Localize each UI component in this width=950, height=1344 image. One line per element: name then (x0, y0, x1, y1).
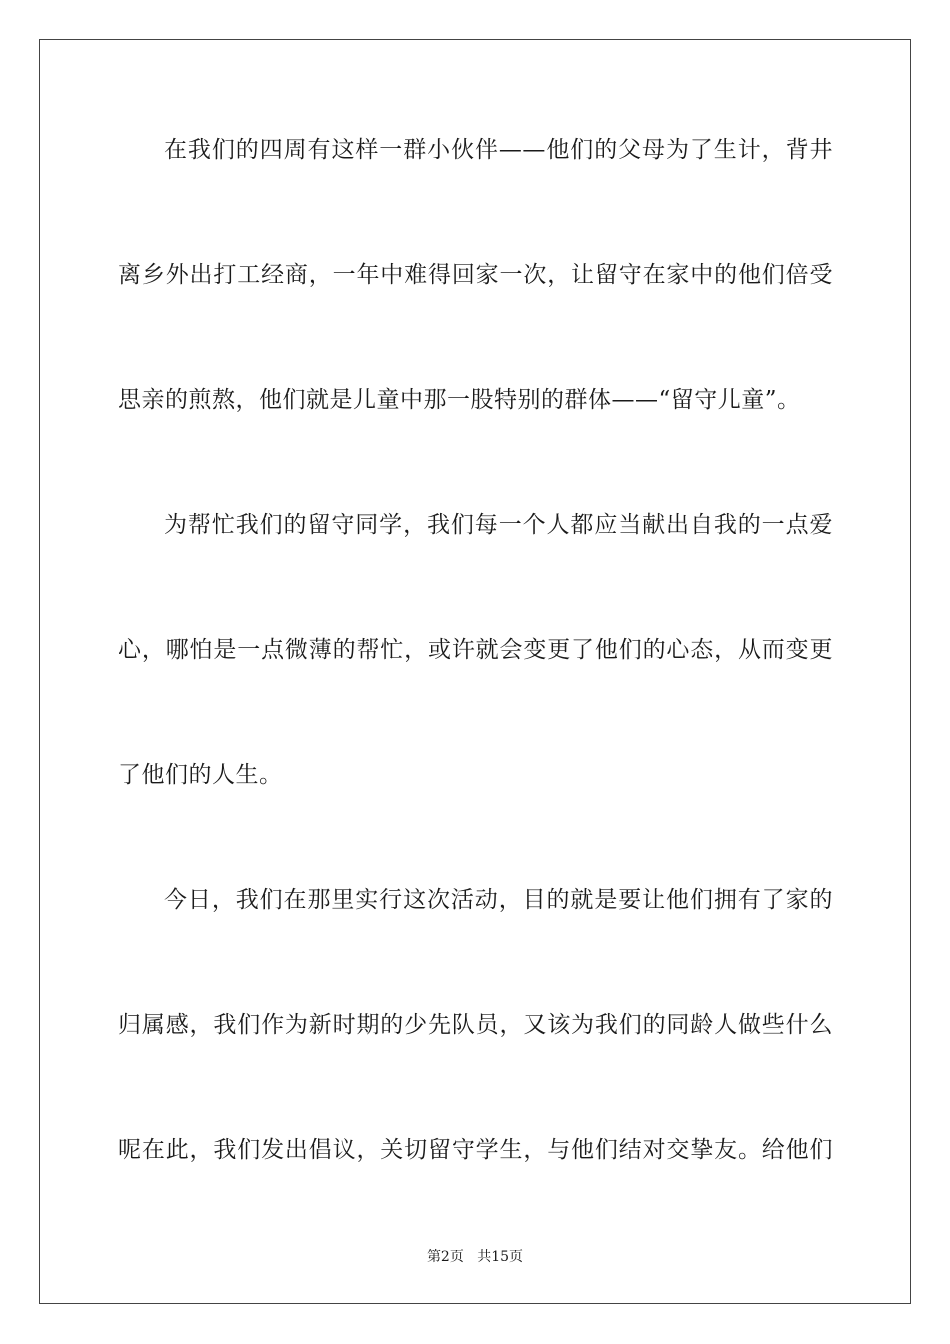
paragraph-1-line-2: 离乡外出打工经商，一年中难得回家一次，让留守在家中的他们倍受 (118, 262, 833, 288)
paragraph-2-line-1: 为帮忙我们的留守同学，我们每一个人都应当献出自我的一点爱 (164, 512, 833, 538)
page-frame (39, 39, 911, 1304)
paragraph-1-line-3: 思亲的煎熬，他们就是儿童中那一股特别的群体——“留守儿童”。 (118, 387, 801, 413)
paragraph-1-line-1: 在我们的四周有这样一群小伙伴——他们的父母为了生计，背井 (164, 137, 833, 163)
paragraph-3-line-2: 归属感，我们作为新时期的少先队员，又该为我们的同龄人做些什么 (118, 1012, 833, 1038)
paragraph-3-line-3: 呢在此，我们发出倡议，关切留守学生，与他们结对交挚友。给他们 (118, 1137, 833, 1163)
paragraph-3-line-1: 今日，我们在那里实行这次活动，目的就是要让他们拥有了家的 (164, 887, 833, 913)
page-total: 共15页 (477, 1249, 524, 1265)
paragraph-2-line-2: 心，哪怕是一点微薄的帮忙，或许就会变更了他们的心态，从而变更 (118, 637, 833, 663)
paragraph-2-line-3: 了他们的人生。 (118, 762, 283, 788)
page-number: 第2页 (426, 1249, 464, 1265)
page-footer (0, 1245, 950, 1269)
